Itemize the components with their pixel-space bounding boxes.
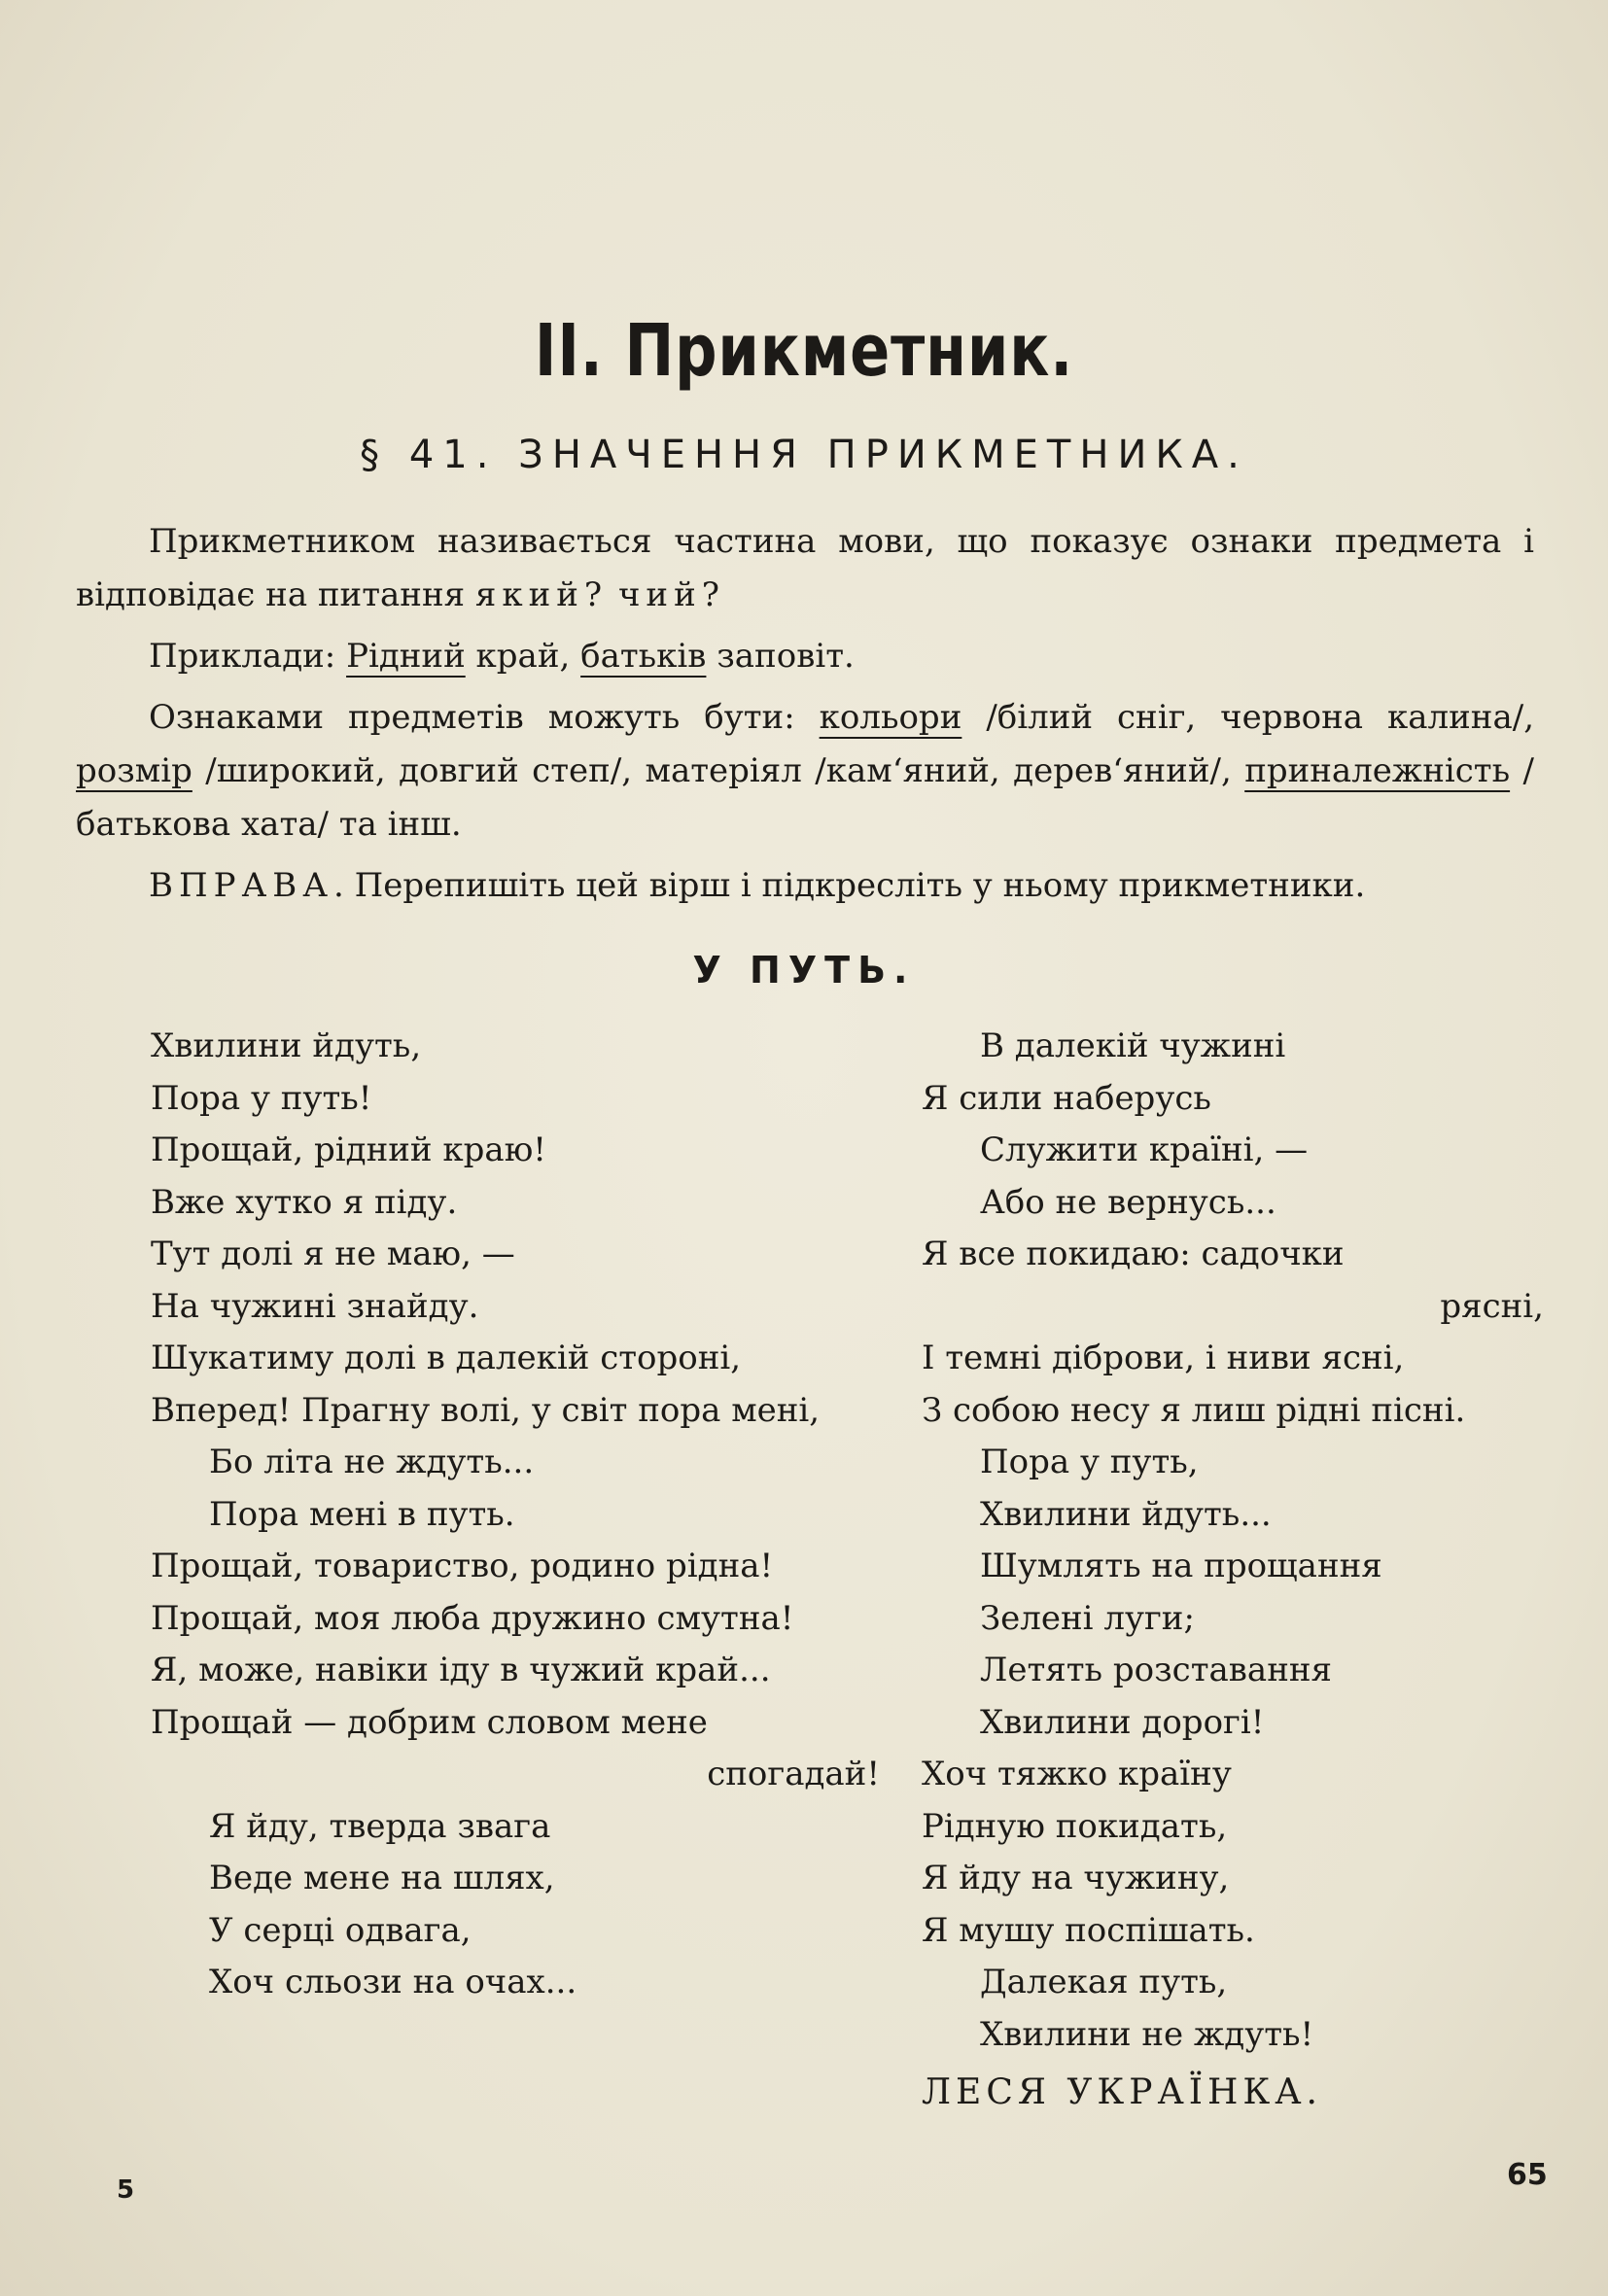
poem-line: Бо літа не ждуть...: [209, 1443, 535, 1481]
poem-line: Я йду на чужину,: [922, 1859, 1230, 1897]
features-text-1: Ознаками предметів можуть бути:: [149, 698, 820, 737]
poem-author: ЛЕСЯ УКРАЇНКА.: [922, 2072, 1322, 2112]
poem-line: рясні,: [1440, 1286, 1544, 1326]
page-number: 65: [1507, 2158, 1548, 2192]
exercise-text: . Перепишіть цей вірш і підкресліть у ньому прикметники.: [333, 866, 1366, 905]
example-rest-2: заповіт.: [706, 637, 855, 676]
exercise-label: ВПРАВА: [149, 866, 333, 905]
poem-title: У ПУТЬ.: [692, 949, 916, 991]
section-title: § 41. ЗНАЧЕННЯ ПРИКМЕТНИКА.: [360, 433, 1248, 477]
poem-line: Хоч сльози на очах...: [209, 1963, 577, 2001]
poem-line: Рідную покидать,: [922, 1806, 1228, 1846]
poem-line: Хвилини не ждуть!: [980, 2014, 1314, 2054]
poem-line: Хвилини йдуть...: [980, 1494, 1272, 1534]
question-which: який?: [474, 575, 609, 614]
poem-line: Я, може, навіки іду в чужий край...: [151, 1651, 771, 1689]
poem-line: Зелені луги;: [980, 1598, 1195, 1638]
poem-line: Я мушу поспішать.: [922, 1910, 1255, 1950]
feature-colors: кольори: [819, 698, 962, 737]
poem-line: Шумлять на прощання: [980, 1547, 1382, 1585]
exercise-paragraph: [76, 859, 1534, 913]
question-whose: чий?: [617, 575, 725, 614]
poem-line: Я сили наберусь: [922, 1078, 1211, 1118]
prose-block: [76, 515, 1534, 921]
poem-line: Пора у путь!: [151, 1078, 372, 1118]
poem-line: Прощай, рідний краю!: [151, 1131, 546, 1169]
poem-line: Прощай, моя люба дружино смутна!: [151, 1598, 794, 1638]
poem-line: Вперед! Прагну волі, у світ пора мені,: [151, 1390, 821, 1430]
poem-right-column: [922, 1021, 1544, 2119]
poem-line: Або не вернусь...: [980, 1182, 1276, 1222]
poem-line: Вже хутко я піду.: [151, 1182, 458, 1222]
examples-label: Приклади:: [149, 637, 347, 676]
poem-line: У серці одвага,: [209, 1910, 472, 1950]
example-word-1: Рідний: [346, 637, 466, 676]
poem-line: Я йду, тверда звага: [209, 1806, 551, 1846]
example-word-2: батьків: [580, 637, 707, 676]
definition-text: Прикметником називається частина мови, що показує ознаки предмета і відповідає на питання: [76, 522, 1534, 614]
chapter-title: II. Прикметник.: [534, 309, 1074, 393]
poem-line: спогадай!: [707, 1755, 880, 1793]
poem-line: Веде мене на шлях,: [209, 1859, 555, 1897]
poem-line: Прощай — добрим словом мене: [151, 1702, 708, 1742]
poem-line: Хоч тяжко країну: [922, 1755, 1232, 1793]
features-text-3: /широкий, довгий степ/, матеріял /кам‘яний, дерев‘яний/,: [192, 751, 1245, 790]
poem-line: Прощай, товариство, родино рідна!: [151, 1547, 774, 1585]
example-rest-1: край,: [465, 637, 581, 676]
feature-size: розмір: [76, 751, 192, 790]
features-text-2: /білий сніг, червона калина/,: [961, 698, 1534, 737]
poem-left-column: [151, 1021, 880, 2009]
poem-line: Я все покидаю: садочки: [922, 1235, 1345, 1273]
poem-line: І темні діброви, і ниви ясні,: [922, 1339, 1405, 1377]
poem-line: Далекая путь,: [980, 1963, 1228, 2001]
poem-line: В далекій чужині: [980, 1026, 1286, 1065]
examples-paragraph: [76, 630, 1534, 683]
poem-line: Пора мені в путь.: [209, 1494, 515, 1534]
signature-mark: 5: [117, 2175, 135, 2205]
poem-line: На чужині знайду.: [151, 1286, 479, 1326]
feature-belonging: приналежність: [1244, 751, 1511, 790]
poem-line: З собою несу я лиш рідні пісні.: [922, 1390, 1466, 1430]
features-text-4: /батькова хата/ та інш.: [76, 751, 1534, 844]
definition-paragraph: [76, 515, 1534, 622]
features-paragraph: [76, 691, 1534, 852]
poem-line: Летять розставання: [980, 1651, 1332, 1689]
poem-line: Хвилини йдуть,: [151, 1026, 422, 1065]
poem-line: Шукатиму долі в далекій стороні,: [151, 1339, 742, 1377]
poem-line: Пора у путь,: [980, 1443, 1199, 1481]
poem-line: Служити країні, —: [980, 1131, 1309, 1169]
poem-line: Тут долі я не маю, —: [151, 1235, 515, 1273]
poem-line: Хвилини дорогі!: [980, 1702, 1265, 1742]
